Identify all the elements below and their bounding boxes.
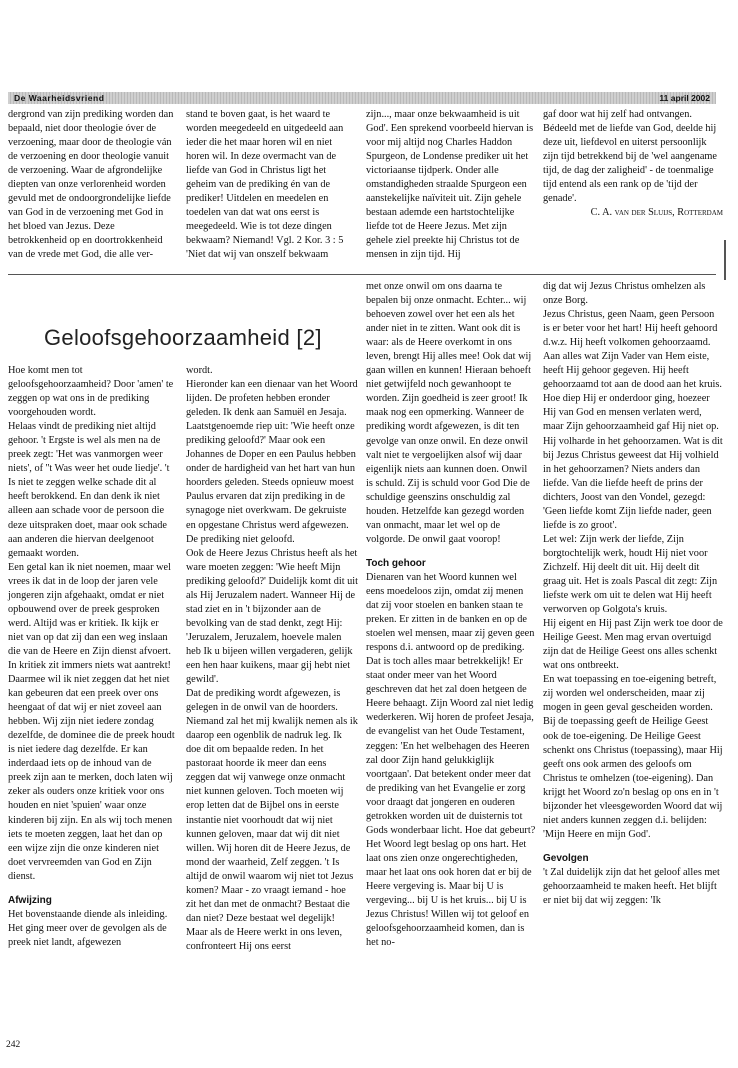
article-paragraph: 't Zal duidelijk zijn dat het geloof alles met gehoorzaamheid te maken heeft. Het blijft er niet bij dat wij zeggen: 'Ik [543,866,720,907]
article-title: Geloofsgehoorzaamheid [2] [44,325,322,350]
article-paragraph: wordt. [186,365,213,376]
article-paragraph: Ook de Heere Jezus Christus heeft als het ware moeten zeggen: 'Wie heeft Mijn prediking geloofd?' Duidelijk komt dit uit als Hij Jeruzalem nadert. Wanneer Hij de stad ziet en in 't bijzonder aan de bevolking van de stad denkt, zegt Hij: 'Jeruzalem, Jeruzalem, hoevele malen heb Ik u bijeen willen vergaderen, gelijk een hen haar kuikens, maar gij hebt niet gewild'. [186,547,359,686]
article-paragraph: Een getal kan ik niet noemen, maar wel vrees ik dat in de loop der jaren vele jongeren zijn afgehaakt, omdat er niet opbouwend over de preek gesproken werd. Altijd was er kritiek. Ik kijk er niet van op dat zij dan een weg inslaan die van de Heere en Zijn dienst afvoert. In kritiek zit immers niets wat aantrekt! [8,561,171,671]
top-column-2-text: stand te boven gaat, is het waard te worden meegedeeld en uitgedeeld aan ieder die het maar horen wil en niet horen wil. In deze overmacht van de liefde van God in Christus ligt het geheim van de prediking én van de prediker! Uitdelen en meedelen en toedelen van dat wat ons eerst is meegedeeld. Wie is tot deze dingen bekwaam? Niemand! Vgl. 2 Kor. 3 : 5 'Niet dat wij van onszelf bekwaam [186,109,344,261]
section-divider [8,274,716,275]
issue-date: 11 april 2002 [659,93,710,103]
subheading-afwijzing: Afwijzing [8,894,52,906]
top-column-4 [543,108,723,220]
subheading-gevolgen: Gevolgen [543,852,589,864]
article-paragraph: dig dat wij Jezus Christus omhelzen als onze Borg. [543,281,706,307]
margin-bar [724,240,726,280]
top-column-1-text: dergrond van zijn prediking worden dan bepaald, niet door theologie óver de verzoening, maar door de theologie ván de verzoening en door theologie vanuit de verzoening. Waar de afgrondelijke diepten van onze verlorenheid worden gevuld met de ondoorgrondelijke liefde van God in de verzoening met God in het bloed van Jezus. Deze betrokkenheid op en doortrokkenheid van de vrede met God, die alle ver- [8,109,174,261]
article-paragraph: Het bovenstaande diende als inleiding. Het ging meer over de gevolgen als de preek niet landt, afgewezen [8,908,168,948]
article-column-3 [366,280,536,950]
article-paragraph: En wat toepassing en toe-eigening betreft, zij worden wel onderscheiden, maar zij mogen in geen geval gescheiden worden. Bij de toepassing geeft de Heilige Geest ook de toe-eigening. De Heilige Geest schenkt ons Christus (toepassing), maar Hij geeft ons ook armen des geloofs om Christus te omhelzen (toe-eigening). Dan krijgt het Woord zo'n beslag op ons en in 't bijzonder het vleesgeworden Woord dat wij niet anders kunnen zeggen d.i. belijden: 'Mijn Heere en mijn God'. [543,674,723,840]
publication-name: De Waarheidsvriend [14,93,105,103]
article-paragraph: Helaas vindt de prediking niet altijd gehoor. 't Ergste is wel als men na de preek zegt: 'Het was vanmorgen weer niets', of ''t Was weer het oude liedje'. 't Is niet te zeggen welke schade dit al heeft berokkend. En dan denk ik niet alleen aan schade voor de persoon die deze uitspraken doet, maar ook schade aan anderen die hiervan deelgenoot gemaakt worden. [8,421,170,559]
article-paragraph: Daarmee wil ik niet zeggen dat het niet kan gebeuren dat een preek over ons heengaat of dat wij er niet zoveel aan hebben. Wij zijn niet iedere zondag dezelfde, de dominee die de preek houdt is niet iedere dag dezelfde. Er kan inderdaad iets op de inhoud van de preek zijn aan te merken, doch laten wij zeker als ouders onze kritiek voor ons houden en niet 'spuien' waar onze kinderen bij zijn. En als wij toch menen iets te moeten zeggen, laat het dan op een wijze zijn die onze kinderen niet doet vervreemden van God en Zijn dienst. [8,674,175,882]
article-paragraph: Let wel: Zijn werk der liefde, Zijn borgtochtelijk werk, houdt Hij niet voor Zichzelf. Hij deelt dit uit. Hij deelt dit graag uit. Het is zoals Pascal dit zegt: Zijn liefste werk om uit te delen wat Hij heeft verworven op Golgota's kruis. [543,533,718,616]
top-column-3-text: zijn..., maar onze bekwaamheid is uit God'. Een sprekend voorbeeld hiervan is voor mij altijd nog Charles Haddon Spurgeon, de Londense prediker uit het victoriaanse tijdperk. Onder alle omstandigheden straalde Spurgeon een aanstekelijke naïviteit uit. Zijn gehele bestaan ademde een hartstochtelijke liefde tot de Heere Jezus. Met zijn gehele ziel preekte hij Christus tot de mensen in zijn tijd. Hij [366,109,534,261]
article-paragraph: Hieronder kan een dienaar van het Woord lijden. De profeten hebben eronder geleden. Ik denk aan Samuël en Jesaja. Laatstgenoemde riep uit: 'Wie heeft onze prediking geloofd?' Maar ook een Johannes de Doper en een Paulus hebben onder de hardigheid van het hart van hun hoorders geleden. Steeds opnieuw moest Paulus ervaren dat zijn prediking in de synagoge niet overkwam. De gekruiste en opgestane Christus werd afgewezen. De prediking niet geloofd. [186,379,358,545]
article-column-4 [543,280,723,908]
article-paragraph: met onze onwil om ons daarna te bepalen bij onze onmacht. Echter... wij behoeven zowel over het een als het ander niet in te zitten. Want ook dit is waar: als de Heere overkomt in ons leven, brengt Hij alles mee! Ook dat wij gaan willen en kunnen! Hieraan behoeft niet getwijfeld noch gewanhoopt te worden. Zijn goedheid is zeer groot! Ik maak nog een opmerking. Wanneer de prediking wordt afgewezen, is dit ten gevolge van onze onwil. En deze onwil valt niet te vergoelijken alsof wij daar eigenlijk niets aan kunnen doen. Onwil is schuld. Zij is schuld voor God Die de schuldige geenszins onschuldig zal houden. Hetzelfde kan gezegd worden van onmacht, maar let wel op de volgorde. De onwil gaat voorop! [366,281,532,545]
article-paragraph: Hoe komt men tot geloofsgehoorzaamheid? Door 'amen' te zeggen op wat ons in de prediking voorgehouden wordt. [8,365,174,419]
subheading-toch-gehoor: Toch gehoor [366,557,426,569]
article-paragraph: Dat de prediking wordt afgewezen, is gelegen in de onwil van de hoorders. Niemand zal het mij kwalijk nemen als ik daarop een ogenblik de nadruk leg. Ik doe dit om bepaalde reden. In het pastoraat hoorde ik meer dan eens zeggen dat wij vanwege onze onmacht niet kunnen geloven. Toch moeten wij erop letten dat de Bijbel ons in eerste instantie niet voorhoudt dat wij niet kunnen geloven, maar dat wij dit niet willen. Wij horen dit de Heere Jezus, de mond der waarheid, Zelf zeggen. 't Is altijd de onwil waarom wij niet tot Jezus komen? Maar - zo vraagt iemand - hoe zit het dan met de onmacht? Bestaat die dan niet? Deze bestaat wel degelijk! Maar als de Heere werkt in ons leven, confronteert Hij ons eerst [186,688,358,952]
top-column-3 [366,108,536,263]
article-paragraph: Jezus Christus, geen Naam, geen Persoon is er beter voor het hart! Hij heeft gehoord d.w.z. Hij heeft volkomen gehoorzaamd. Aan alles wat Zijn Vader van Hem eiste, heeft Hij gehoor gegeven. Hij heeft gehoorzaamd tot aan de dood aan het kruis. Hoe diep Hij er onderdoor ging, hoezeer Hij van God en mensen verlaten werd, maar Zijn gehoorzaamheid gaf Hij niet op. Hij volharde in het gehoorzamen. Wat is dit bij Jezus Christus geweest dat Hij volhield in het gehoorzamen? Niets anders dan liefde. Van die liefde heeft de prins der dichters, Joost van den Vondel, gezegd: 'Geen liefde komt Zijn liefde nader, geen liefde is zo groot'. [543,309,723,531]
running-header [8,92,716,104]
top-column-4-text: gaf door wat hij zelf had ontvangen. Bédeeld met de liefde van God, deelde hij deze uit, liefdevol en uiterst persoonlijk zijn tijd betrekkend bij de 'wel aangename tijd, de dag der zaligheid' - de toenmalige tijd entend als een rank op de 'tijd der genade'. [543,109,717,205]
article-paragraph: Hij eigent en Hij past Zijn werk toe door de Heilige Geest. Men mag ervan overtuigd zijn dat de Heilige Geest ons alles schenkt wat ons ontbreekt. [543,618,723,672]
article-column-2 [186,364,358,954]
page-number: 242 [6,1040,21,1050]
author-signature: C. A. van der Sluijs, Rotterdam [590,207,723,219]
article-paragraph: Dat is toch alles maar betrekkelijk! Er staat onder meer van het Woord geschreven dat het zal doen hetgeen de Heere behaagt. Zijn Woord zal niet ledig wederkeren. Wij horen de profeet Jesaja, de evangelist van het Oude Testament, zeggen: 'En het welbehagen des Heeren zal door Zijn hand gelukkiglijk voortgaan'. Dat betekent onder meer dat de prediking van het Evangelie er zorg voor draagt dat jongeren en ouderen getrokken worden uit de duisternis tot Gods wonderbaar licht. Hoe dat gebeurt? Het Woord legt beslag op ons hart. Het laat ons zien onze ongerechtigheden, maar het laat ons ook horen dat er bij de Heere vergeving is. Maar bij U is vergeving... bij U is het kruis... bij U is Jezus Christus! Willen wij tot geloof en geloofsgehoorzaamheid komen, dan is het no- [366,656,536,949]
top-column-2 [186,108,358,263]
article-column-1 [8,364,175,950]
article-paragraph: Dienaren van het Woord kunnen wel eens moedeloos zijn, omdat zij menen dat zij voor stoelen en banken staan te preken. Er zitten in de banken en op de stoelen wel mensen, maar zij geven geen respons d.i. antwoord op de prediking. [366,571,535,654]
top-column-1 [8,108,175,263]
